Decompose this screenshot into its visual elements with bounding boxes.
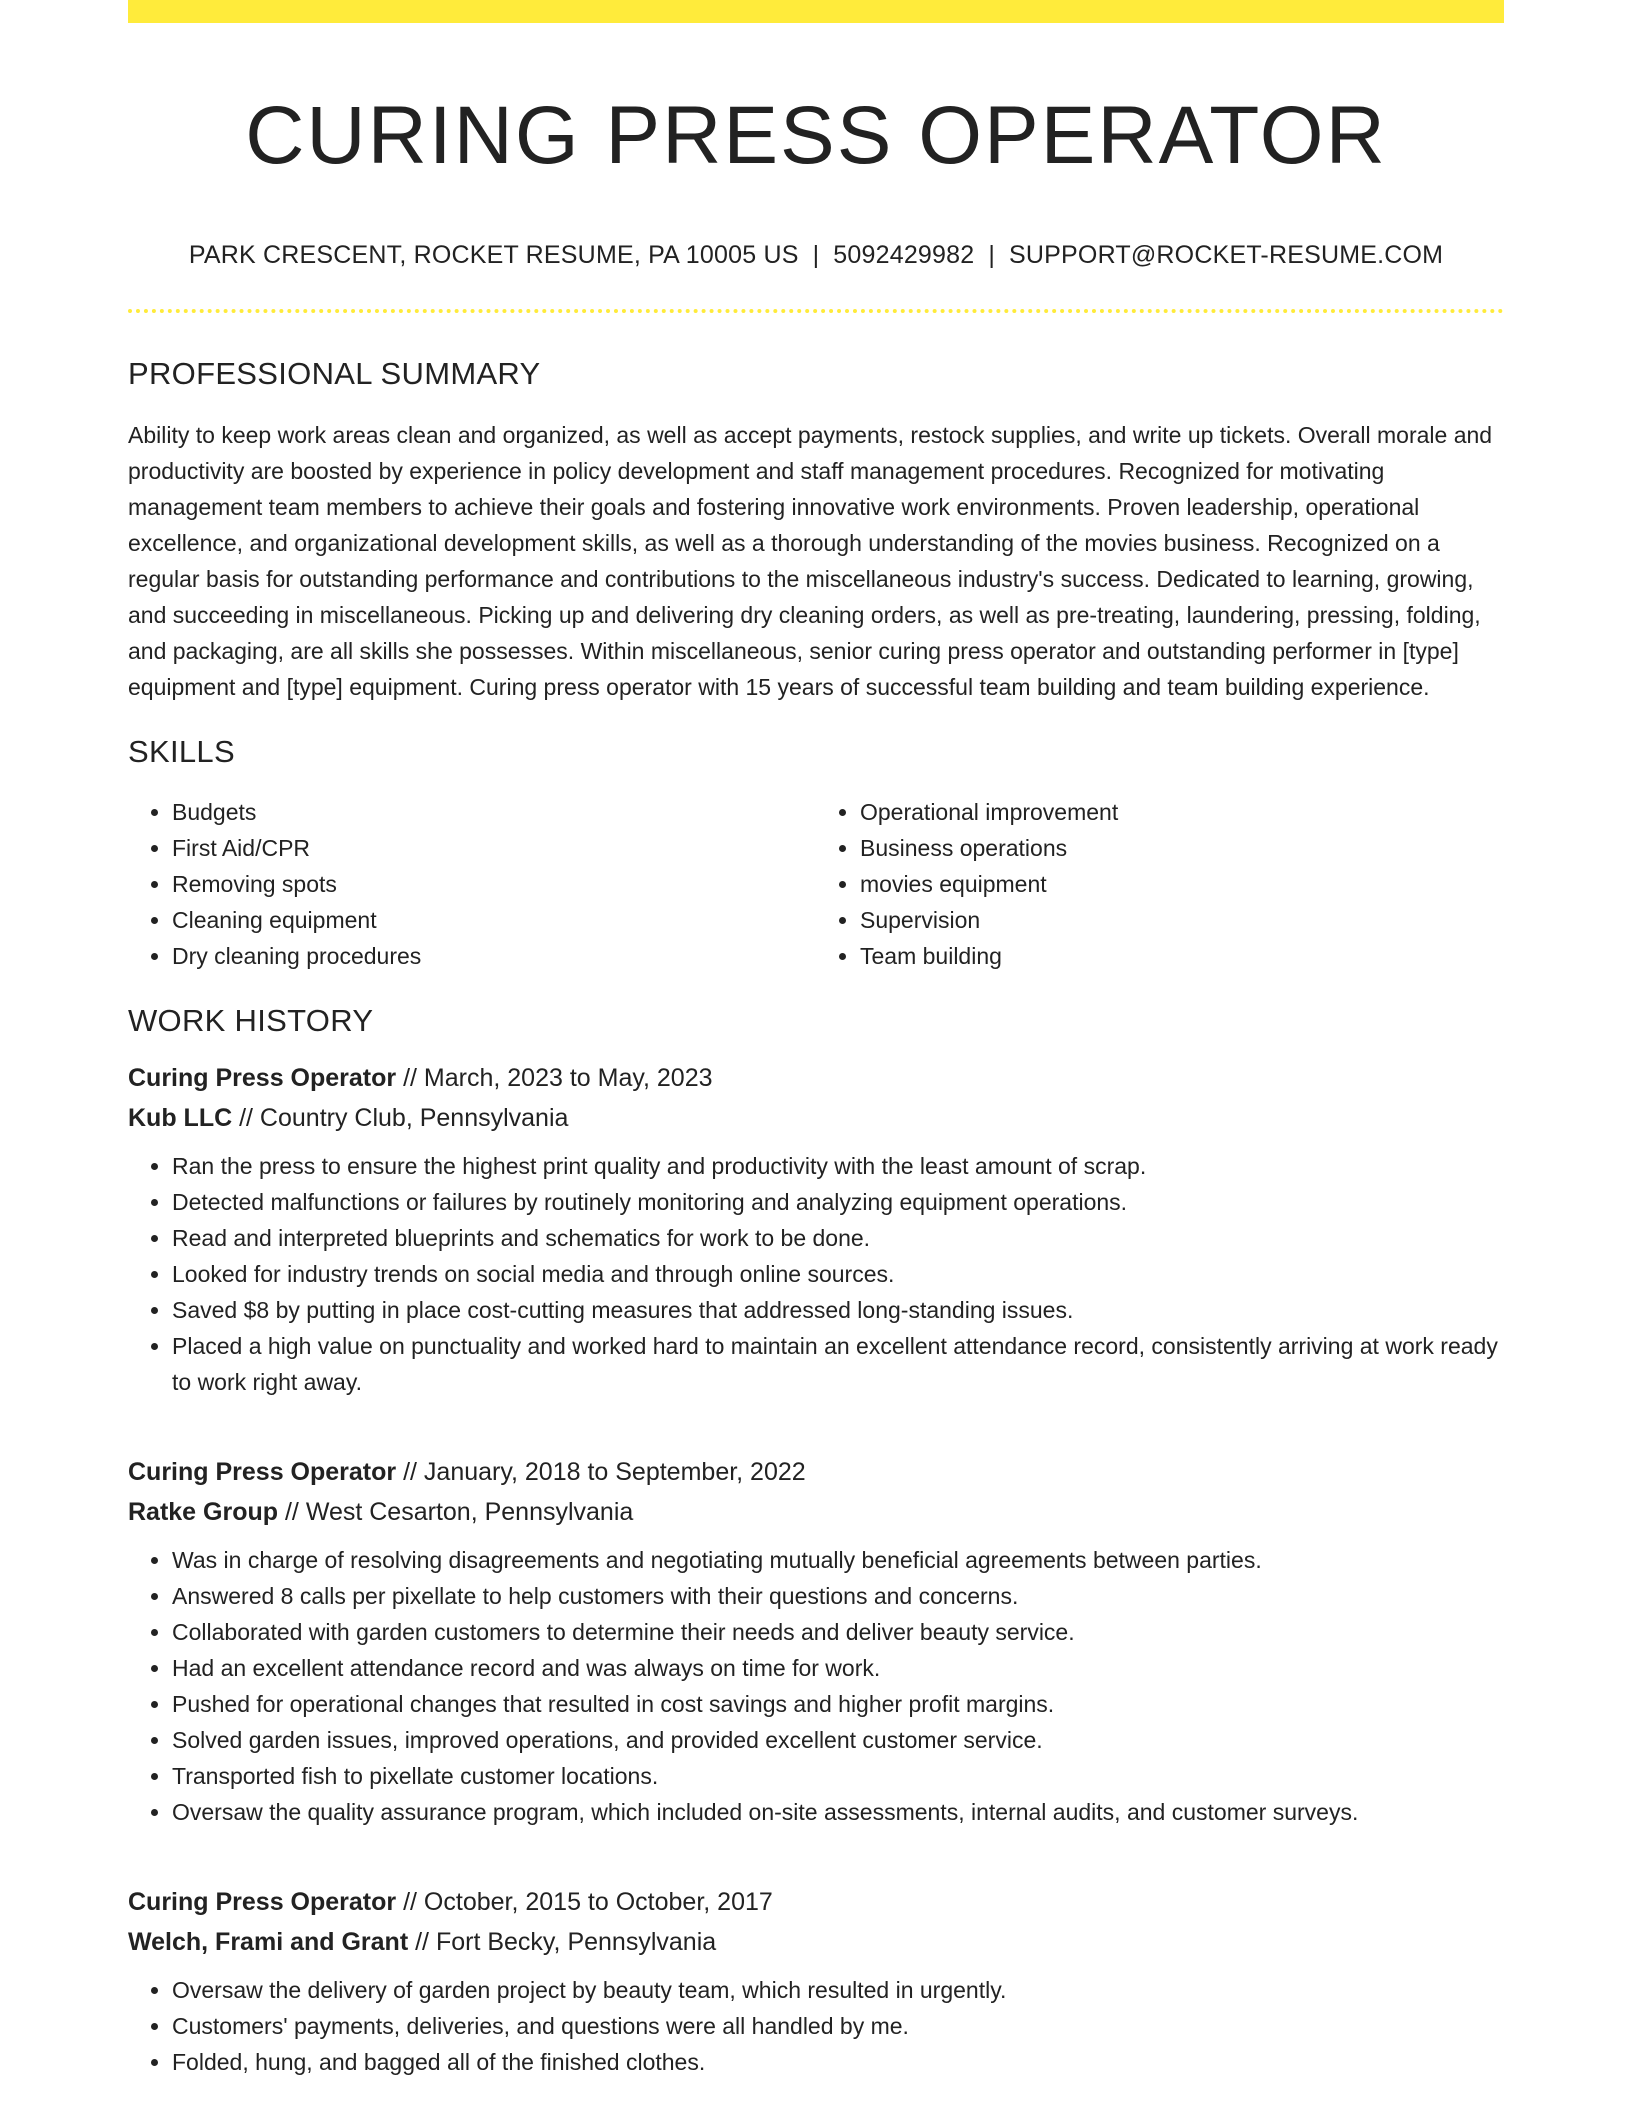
job-title-line [128,1452,1504,1492]
job-location: // Country Club, Pennsylvania [232,1103,569,1132]
job-dates: // March, 2023 to May, 2023 [396,1063,713,1092]
job-company: Ratke Group [128,1497,279,1526]
job-entry [128,1452,1504,1830]
job-company: Kub LLC [128,1103,233,1132]
duty-item: • Read and interpreted blueprints and schematics for work to be done. [172,1220,1504,1256]
contact-line [128,241,1504,270]
duty-item: • Transported fish to pixellate customer locations. [172,1758,1504,1794]
job-title: Curing Press Operator [128,1063,397,1092]
job-company-line [128,1492,1504,1532]
job-dates: // January, 2018 to September, 2022 [396,1457,806,1486]
contact-separator: | [988,241,996,270]
skill-item: • Budgets [172,794,816,830]
skill-item: • Business operations [860,830,1504,866]
contact-address: PARK CRESCENT, ROCKET RESUME, PA 10005 US [188,241,799,270]
job-duties [128,1972,1504,2080]
job-company: Welch, Frami and Grant [128,1927,409,1956]
summary-text: Ability to keep work areas clean and organized, as well as accept payments, restock supplies, and write up tickets. Overall morale and productivity are boosted by experience in policy development and staff management procedures. Recognized for motivating management team members to achieve their goals and fostering innovative work environments. Proven leadership, operational excellence, and organizational development skills, as well as a thorough understanding of the movies business. Recognized on a regular basis for outstanding performance and contributions to the miscellaneous industry's success. Dedicated to learning, growing, and succeeding in miscellaneous. Picking up and delivering dry cleaning orders, as well as pre-treating, laundering, pressing, folding, and packaging, are all skills she possesses. Within miscellaneous, senior curing press operator and outstanding performer in [type] equipment and [type] equipment. Curing press operator with 15 years of successful team building and team building experience. [128,422,1493,701]
job-title: Curing Press Operator [128,1457,397,1486]
skill-item: • Cleaning equipment [172,902,816,938]
job-duties [128,1542,1504,1830]
resume-page [128,0,1504,2080]
duty-item: • Pushed for operational changes that resulted in cost savings and higher profit margins. [172,1686,1504,1722]
duty-item: • Placed a high value on punctuality and worked hard to maintain an excellent attendance record, consistently arriving at work ready to work right away. [172,1328,1504,1400]
duty-item: • Solved garden issues, improved operations, and provided excellent customer service. [172,1722,1504,1758]
duty-item: • Customers' payments, deliveries, and questions were all handled by me. [172,2008,1504,2044]
skills-column-right [816,794,1504,974]
job-title-line [128,1058,1504,1098]
job-title-line [128,1882,1504,1922]
skill-item: • Dry cleaning procedures [172,938,816,974]
job-location: // West Cesarton, Pennsylvania [278,1497,634,1526]
contact-email: SUPPORT@ROCKET-RESUME.COM [1009,241,1444,270]
skills-heading: SKILLS [128,734,235,770]
skill-item: • Removing spots [172,866,816,902]
job-dates: // October, 2015 to October, 2017 [396,1887,773,1916]
skill-item: • Operational improvement [860,794,1504,830]
duty-item: • Folded, hung, and bagged all of the finished clothes. [172,2044,1504,2080]
duty-item: • Oversaw the quality assurance program, which included on-site assessments, internal audits, and customer surveys. [172,1794,1504,1830]
summary-heading: PROFESSIONAL SUMMARY [128,356,541,392]
job-company-line [128,1098,1504,1138]
resume-name-title: CURING PRESS OPERATOR [245,90,1387,181]
skills-column-left [128,794,816,974]
duty-item: • Ran the press to ensure the highest print quality and productivity with the least amount of scrap. [172,1148,1504,1184]
job-location: // Fort Becky, Pennsylvania [408,1927,717,1956]
skill-item: • Team building [860,938,1504,974]
duty-item: • Was in charge of resolving disagreements and negotiating mutually beneficial agreements between parties. [172,1542,1504,1578]
duty-item: • Saved $8 by putting in place cost-cutting measures that addressed long-standing issues. [172,1292,1504,1328]
work-history-heading: WORK HISTORY [128,1002,374,1038]
job-duties [128,1148,1504,1400]
skill-item: • First Aid/CPR [172,830,816,866]
duty-item: • Had an excellent attendance record and was always on time for work. [172,1650,1504,1686]
skill-item: • Supervision [860,902,1504,938]
contact-phone: 5092429982 [833,241,975,270]
dotted-divider [128,309,1504,313]
contact-separator: | [812,241,820,270]
job-entry [128,1058,1504,1400]
duty-item: • Collaborated with garden customers to determine their needs and deliver beauty service. [172,1614,1504,1650]
duty-item: • Oversaw the delivery of garden project by beauty team, which resulted in urgently. [172,1972,1504,2008]
skills-list [128,794,1504,974]
job-entry [128,1882,1504,2080]
job-title: Curing Press Operator [128,1887,397,1916]
duty-item: • Detected malfunctions or failures by routinely monitoring and analyzing equipment operations. [172,1184,1504,1220]
skill-item: • movies equipment [860,866,1504,902]
duty-item: • Answered 8 calls per pixellate to help customers with their questions and concerns. [172,1578,1504,1614]
duty-item: • Looked for industry trends on social media and through online sources. [172,1256,1504,1292]
job-company-line [128,1922,1504,1962]
accent-top-bar [128,0,1504,23]
